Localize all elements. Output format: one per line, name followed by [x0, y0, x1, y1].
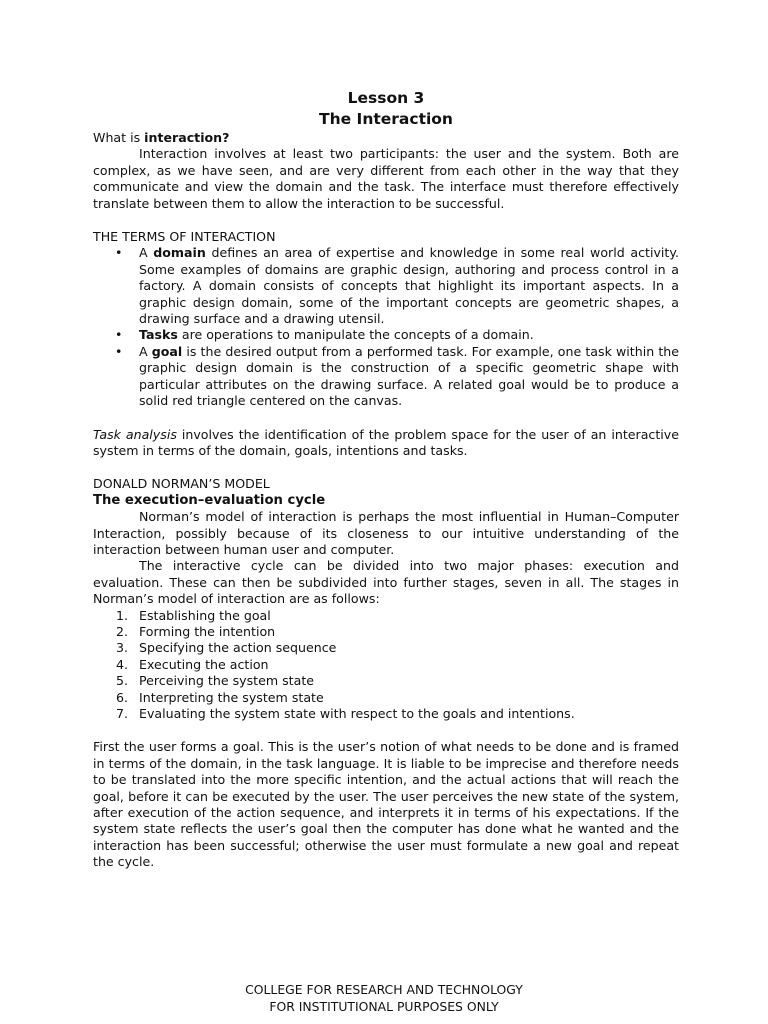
stage-number: 6. — [116, 689, 129, 705]
question-line — [93, 130, 679, 146]
term-item-goal — [139, 344, 679, 410]
stage-item — [116, 640, 679, 656]
spacer — [93, 212, 679, 229]
stage-number: 5. — [116, 673, 129, 689]
norman-paragraph-2: The interactive cycle can be divided into two major phases: execution and evaluation. These can then be subdivided into further stages, seven in all. The stages in Norman’s model of interaction are as follows: — [93, 558, 679, 607]
norman-paragraph-1: Norman’s model of interaction is perhaps the most influential in Human–Computer Interaction, possibly because of its closeness to our intuitive understanding of the interaction between human user and computer. — [93, 509, 679, 557]
task-analysis-term: Task analysis — [93, 426, 177, 442]
stage-text: Interpreting the system state — [139, 689, 324, 705]
closing-paragraph: First the user forms a goal. This is the user’s notion of what needs to be done and is framed in terms of the domain, in the task language. It is liable to be imprecise and therefore needs to be translated into the more specific intention, and the actual actions that will reach the goal, before it can be executed by the user. The user perceives the new state of the system, after execution of the action sequence, and interprets it in terms of his expectations. If the system state reflects the user’s goal then the computer has done what he wanted and the interaction has been successful; otherwise the user must formulate a new goal and repeat the cycle. — [93, 739, 679, 870]
term-item-tasks — [139, 327, 679, 343]
spacer — [93, 459, 679, 476]
stages-list — [93, 608, 679, 723]
terms-heading: THE TERMS OF INTERACTION — [93, 229, 276, 245]
stage-item — [116, 656, 679, 673]
stage-item — [116, 607, 679, 624]
term-prefix: A — [139, 245, 154, 261]
stage-text: Evaluating the system state with respect to the goals and intentions. — [139, 706, 575, 721]
stage-item — [116, 623, 679, 640]
stage-item — [116, 706, 679, 722]
footer-college: COLLEGE FOR RESEARCH AND TECHNOLOGY — [245, 982, 523, 997]
term-keyword: Tasks — [139, 327, 178, 343]
lesson-title: The Interaction — [319, 110, 453, 128]
term-definition: is the desired output from a performed task. For example, one task within the graphic design domain is the construction of a specific geometric shape with particular attributes on the drawing surface. A related goal would be to produce a solid red triangle centered on the canvas. — [139, 343, 679, 409]
term-prefix: A — [139, 343, 152, 359]
lesson-number: Lesson 3 — [347, 89, 425, 107]
term-keyword: goal — [151, 343, 183, 359]
question-keyword: interaction? — [144, 130, 230, 145]
stage-item — [116, 689, 679, 706]
stage-item — [116, 673, 679, 689]
spacer — [93, 410, 679, 427]
term-keyword: domain — [153, 245, 206, 261]
stage-number: 4. — [116, 656, 129, 672]
term-definition: are operations to manipulate the concepts of a domain. — [177, 327, 534, 343]
document-page — [93, 88, 679, 871]
stage-text: Executing the action — [139, 656, 269, 672]
term-item-domain — [139, 245, 679, 327]
footer-notice: FOR INSTITUTIONAL PURPOSES ONLY — [269, 998, 499, 1014]
cycle-heading: The execution–evaluation cycle — [93, 492, 326, 508]
intro-paragraph: Interaction involves at least two participants: the user and the system. Both are complex, as we have seen, and are very different from each other in the way that they communicate and view the domain and the task. The interface must therefore effectively translate between them to allow the interaction to be successful. — [93, 146, 679, 211]
stage-number: 1. — [116, 607, 129, 623]
spacer — [93, 722, 679, 739]
task-analysis-paragraph — [93, 427, 679, 460]
task-analysis-text: involves the identification of the problem space for the user of an interactive system in terms of the domain, goals, intentions and tasks. — [93, 426, 679, 458]
stage-number: 3. — [116, 640, 129, 656]
norman-heading: DONALD NORMAN’S MODEL — [93, 476, 270, 492]
terms-list — [93, 245, 679, 409]
stage-text: Perceiving the system state — [139, 673, 315, 689]
stage-text: Specifying the action sequence — [139, 640, 337, 656]
stage-text: Forming the intention — [139, 623, 276, 639]
stage-text: Establishing the goal — [139, 607, 271, 623]
question-prefix: What is — [93, 130, 145, 145]
stage-number: 7. — [116, 706, 129, 721]
term-definition: defines an area of expertise and knowledge in some real world activity. Some examples of domains are graphic design, authoring and process control in a factory. A domain consists of concepts that highlight its important aspects. In a graphic design domain, some of the important concepts are geometric shapes, a drawing surface and a drawing utensil. — [139, 245, 679, 327]
page-footer — [0, 982, 768, 1015]
stage-number: 2. — [116, 623, 129, 639]
